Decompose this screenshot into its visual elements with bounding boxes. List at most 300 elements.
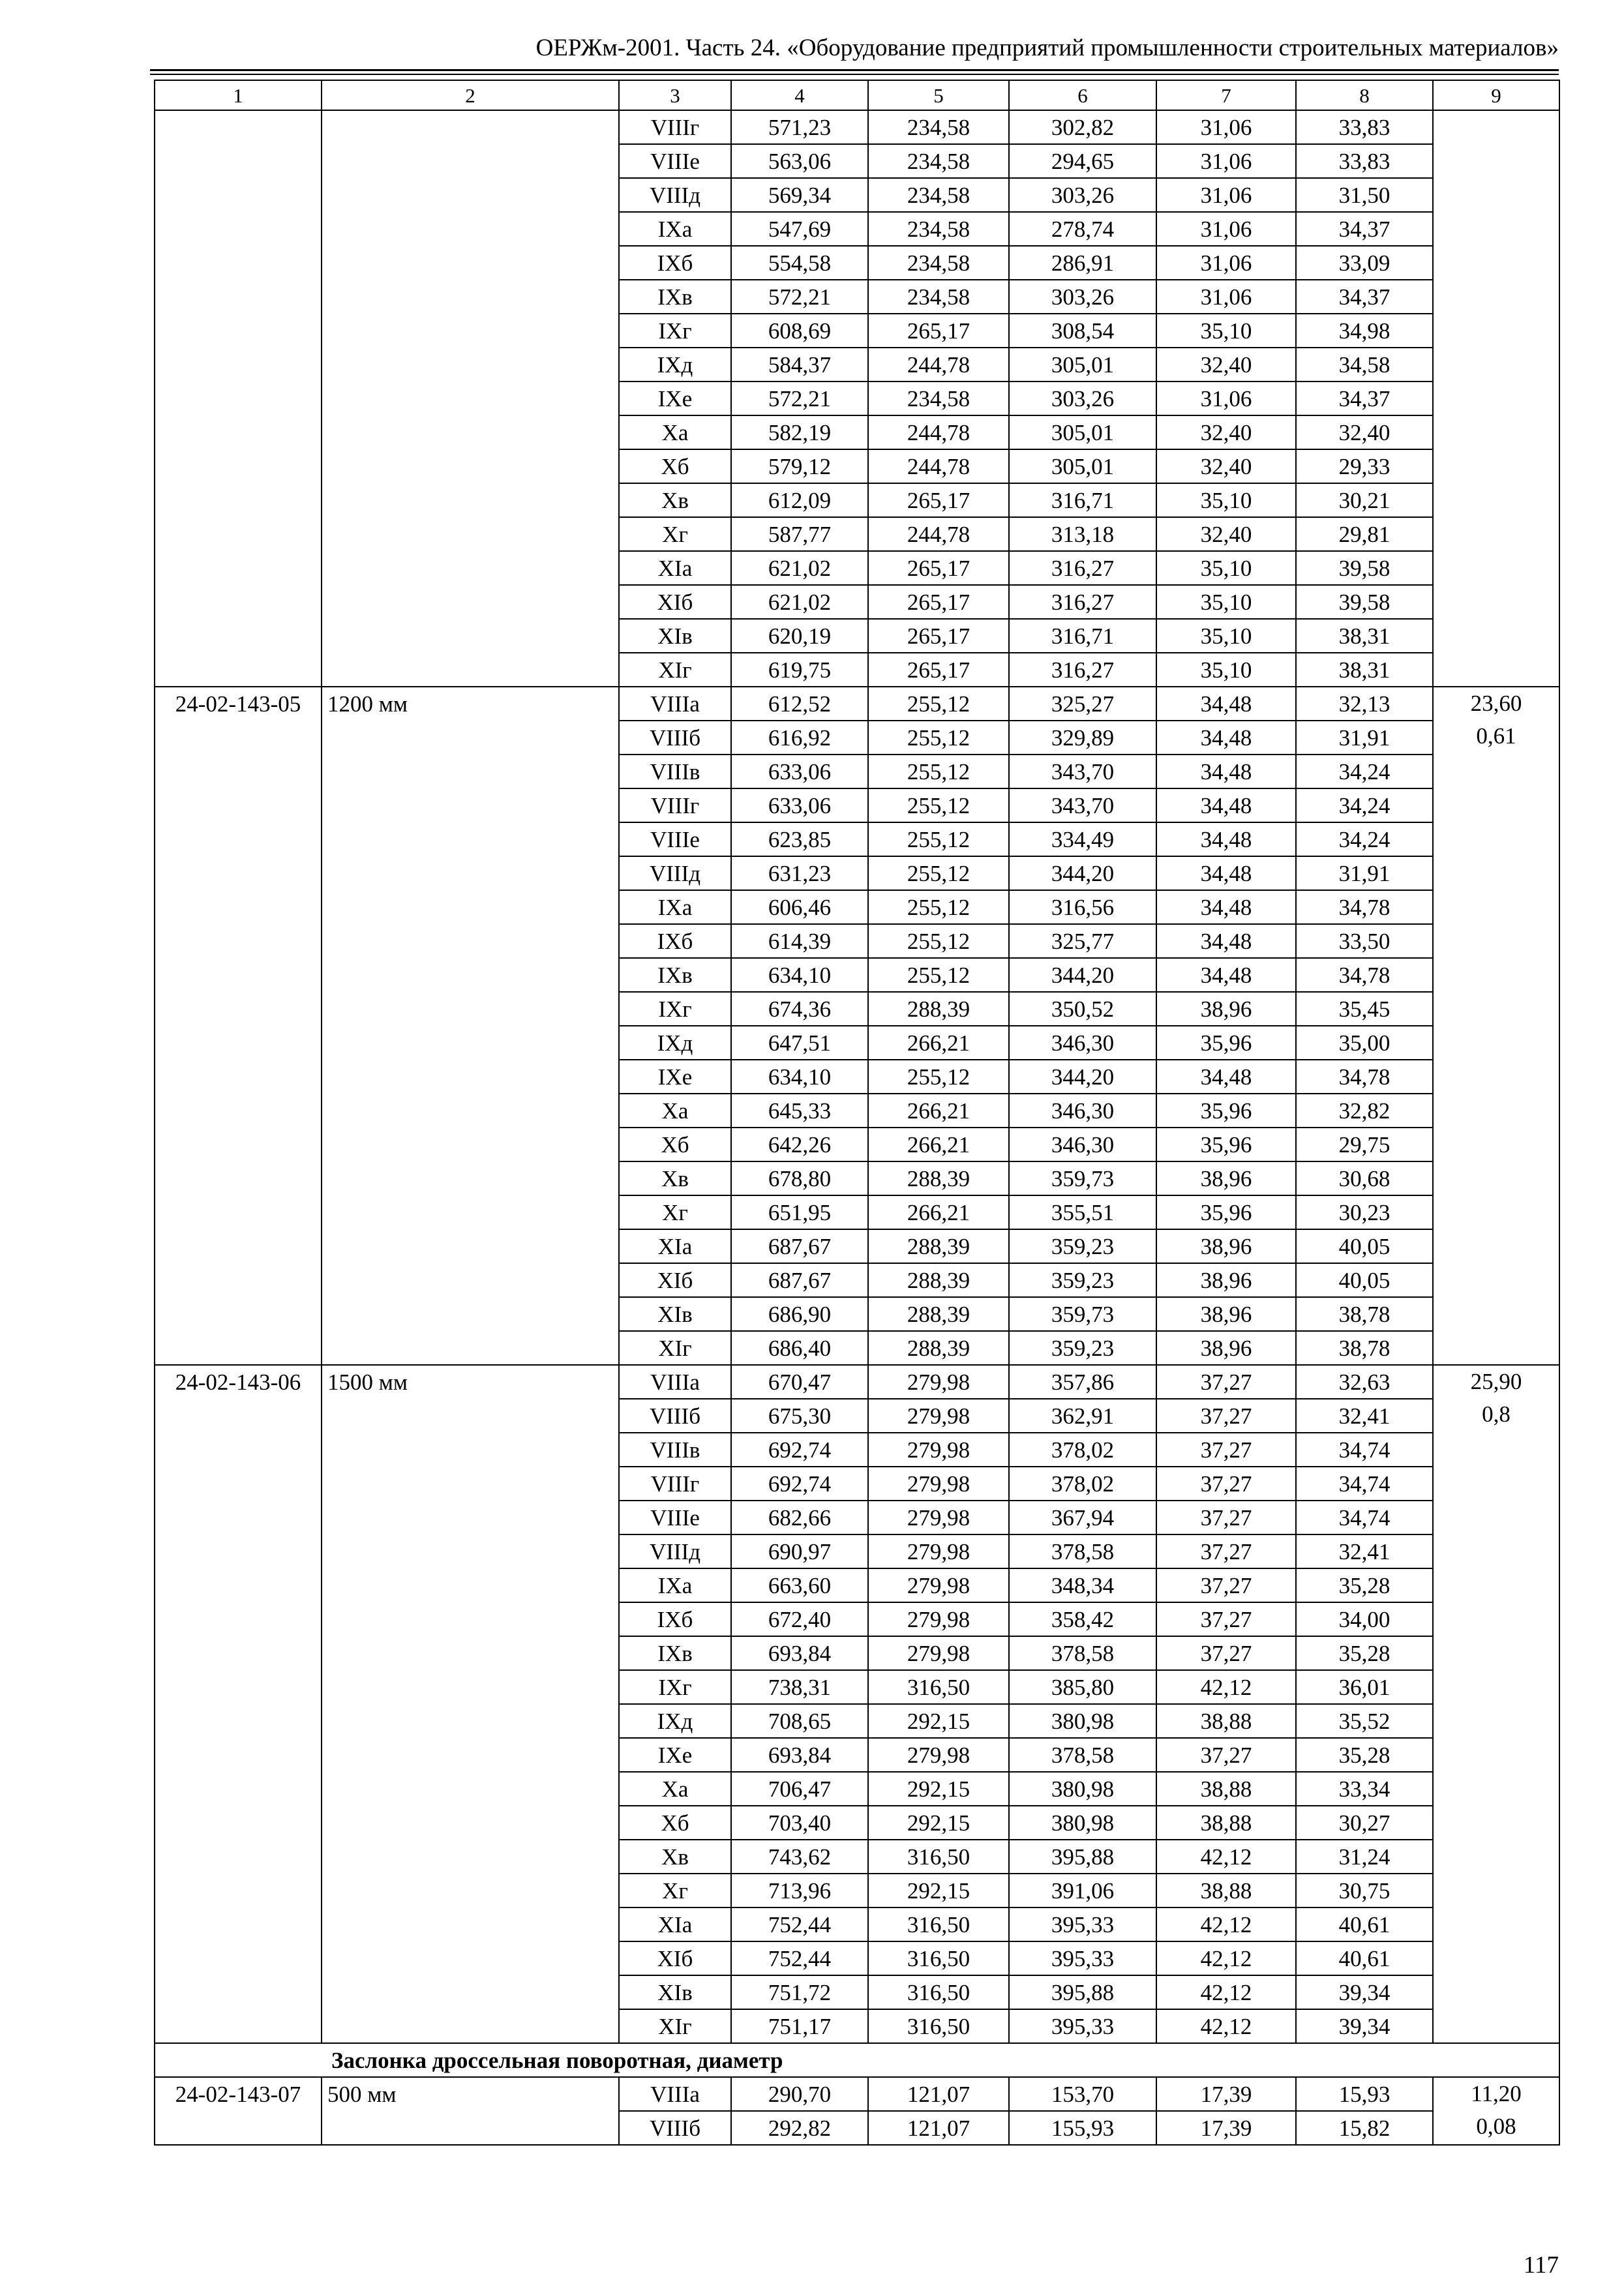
total-cost-cell: 674,36 [731, 992, 868, 1026]
operator-labor-value: 0,8 [1482, 1401, 1511, 1427]
column-number: 3 [619, 80, 731, 110]
labor-cost-cell: 234,58 [868, 212, 1009, 246]
operator-wage-cell: 38,88 [1156, 1704, 1296, 1738]
operator-wage-cell: 42,12 [1156, 1840, 1296, 1874]
labor-cost-cell: 265,17 [868, 653, 1009, 687]
operator-wage-cell: 37,27 [1156, 1433, 1296, 1467]
machine-cost-cell: 316,71 [1009, 619, 1156, 653]
operator-labor-value: 0,61 [1476, 723, 1516, 749]
rate-code-cell [155, 110, 322, 687]
operator-wage-cell: 34,48 [1156, 1060, 1296, 1094]
materials-cost-cell: 29,75 [1296, 1128, 1433, 1161]
operator-wage-cell: 35,96 [1156, 1195, 1296, 1229]
labor-cost-cell: 316,50 [868, 1840, 1009, 1874]
operator-wage-cell: 34,48 [1156, 822, 1296, 856]
labor-cost-cell: 316,50 [868, 1908, 1009, 1941]
zone-cell: Xв [619, 1161, 731, 1195]
machine-cost-cell: 303,26 [1009, 382, 1156, 415]
total-cost-cell: 292,82 [731, 2111, 868, 2145]
materials-cost-cell: 32,41 [1296, 1399, 1433, 1433]
materials-cost-cell: 39,58 [1296, 551, 1433, 585]
machine-cost-cell: 359,23 [1009, 1331, 1156, 1365]
machine-cost-cell: 359,23 [1009, 1229, 1156, 1263]
zone-cell: XIб [619, 1941, 731, 1975]
machine-cost-cell: 344,20 [1009, 1060, 1156, 1094]
labor-cost-cell: 255,12 [868, 788, 1009, 822]
column-number: 5 [868, 80, 1009, 110]
zone-cell: XIб [619, 585, 731, 619]
materials-cost-cell: 33,34 [1296, 1772, 1433, 1806]
operator-wage-cell: 35,10 [1156, 483, 1296, 517]
materials-cost-cell: 35,28 [1296, 1636, 1433, 1670]
labor-cost-cell: 266,21 [868, 1026, 1009, 1060]
machine-cost-cell: 359,73 [1009, 1297, 1156, 1331]
zone-cell: Xа [619, 1094, 731, 1128]
materials-cost-cell: 39,34 [1296, 2009, 1433, 2043]
operator-wage-cell: 35,10 [1156, 314, 1296, 348]
operator-wage-cell: 38,96 [1156, 992, 1296, 1026]
machine-cost-cell: 325,27 [1009, 687, 1156, 721]
header-rule-thick [150, 69, 1559, 71]
labor-hours-cell [1433, 1365, 1559, 2043]
labor-cost-cell: 279,98 [868, 1399, 1009, 1433]
materials-cost-cell: 30,68 [1296, 1161, 1433, 1195]
labor-cost-cell: 288,39 [868, 1297, 1009, 1331]
column-number: 9 [1433, 80, 1559, 110]
materials-cost-cell: 34,98 [1296, 314, 1433, 348]
machine-cost-cell: 305,01 [1009, 348, 1156, 382]
zone-cell: Xг [619, 517, 731, 551]
machine-cost-cell: 380,98 [1009, 1806, 1156, 1840]
operator-wage-cell: 42,12 [1156, 1975, 1296, 2009]
labor-cost-cell: 255,12 [868, 890, 1009, 924]
zone-cell: VIIIв [619, 1433, 731, 1467]
materials-cost-cell: 32,41 [1296, 1534, 1433, 1568]
total-cost-cell: 675,30 [731, 1399, 868, 1433]
total-cost-cell: 631,23 [731, 856, 868, 890]
operator-wage-cell: 32,40 [1156, 415, 1296, 449]
total-cost-cell: 692,74 [731, 1433, 868, 1467]
operator-wage-cell: 31,06 [1156, 178, 1296, 212]
materials-cost-cell: 34,00 [1296, 1602, 1433, 1636]
operator-wage-cell: 35,10 [1156, 653, 1296, 687]
zone-cell: VIIIб [619, 721, 731, 755]
operator-wage-cell: 37,27 [1156, 1467, 1296, 1501]
rate-code-cell: 24-02-143-07 [155, 2077, 322, 2145]
machine-cost-cell: 380,98 [1009, 1704, 1156, 1738]
total-cost-cell: 612,09 [731, 483, 868, 517]
labor-cost-cell: 292,15 [868, 1806, 1009, 1840]
labor-cost-cell: 255,12 [868, 721, 1009, 755]
materials-cost-cell: 32,13 [1296, 687, 1433, 721]
machine-cost-cell: 367,94 [1009, 1501, 1156, 1534]
total-cost-cell: 672,40 [731, 1602, 868, 1636]
materials-cost-cell: 31,24 [1296, 1840, 1433, 1874]
zone-cell: Xб [619, 1806, 731, 1840]
labor-cost-cell: 266,21 [868, 1128, 1009, 1161]
zone-cell: XIв [619, 619, 731, 653]
operator-wage-cell: 42,12 [1156, 1941, 1296, 1975]
labor-cost-cell: 255,12 [868, 856, 1009, 890]
total-cost-cell: 608,69 [731, 314, 868, 348]
table-row [155, 110, 1559, 144]
rate-code-cell: 24-02-143-05 [155, 687, 322, 1365]
machine-cost-cell: 303,26 [1009, 178, 1156, 212]
materials-cost-cell: 15,93 [1296, 2077, 1433, 2111]
worker-labor-value: 25,90 [1470, 1369, 1522, 1394]
operator-wage-cell: 35,96 [1156, 1128, 1296, 1161]
zone-cell: IXб [619, 924, 731, 958]
labor-cost-cell: 234,58 [868, 382, 1009, 415]
operator-wage-cell: 17,39 [1156, 2111, 1296, 2145]
labor-cost-cell: 255,12 [868, 687, 1009, 721]
running-header: ОЕРЖм-2001. Часть 24. «Оборудование предприятий промышленности строительных материалов» [535, 35, 1559, 61]
machine-cost-cell: 346,30 [1009, 1094, 1156, 1128]
labor-cost-cell: 316,50 [868, 2009, 1009, 2043]
header-rule-thin [150, 74, 1559, 75]
zone-cell: VIIIг [619, 788, 731, 822]
machine-cost-cell: 305,01 [1009, 415, 1156, 449]
zone-cell: VIIIа [619, 2077, 731, 2111]
machine-cost-cell: 303,26 [1009, 280, 1156, 314]
total-cost-cell: 693,84 [731, 1636, 868, 1670]
operator-wage-cell: 37,27 [1156, 1399, 1296, 1433]
operator-wage-cell: 32,40 [1156, 449, 1296, 483]
operator-wage-cell: 38,96 [1156, 1229, 1296, 1263]
operator-wage-cell: 31,06 [1156, 246, 1296, 280]
materials-cost-cell: 40,61 [1296, 1941, 1433, 1975]
labor-cost-cell: 234,58 [868, 144, 1009, 178]
machine-cost-cell: 357,86 [1009, 1365, 1156, 1399]
total-cost-cell: 752,44 [731, 1941, 868, 1975]
materials-cost-cell: 40,05 [1296, 1229, 1433, 1263]
column-number: 1 [155, 80, 322, 110]
machine-cost-cell: 316,27 [1009, 551, 1156, 585]
zone-cell: IXе [619, 1738, 731, 1772]
labor-cost-cell: 292,15 [868, 1704, 1009, 1738]
labor-cost-cell: 234,58 [868, 178, 1009, 212]
operator-wage-cell: 37,27 [1156, 1365, 1296, 1399]
zone-cell: IXг [619, 992, 731, 1026]
operator-wage-cell: 42,12 [1156, 1670, 1296, 1704]
zone-cell: IXе [619, 382, 731, 415]
total-cost-cell: 647,51 [731, 1026, 868, 1060]
labor-cost-cell: 279,98 [868, 1602, 1009, 1636]
materials-cost-cell: 30,75 [1296, 1874, 1433, 1908]
materials-cost-cell: 38,31 [1296, 653, 1433, 687]
total-cost-cell: 708,65 [731, 1704, 868, 1738]
materials-cost-cell: 33,83 [1296, 144, 1433, 178]
zone-cell: XIа [619, 1229, 731, 1263]
materials-cost-cell: 32,63 [1296, 1365, 1433, 1399]
operator-wage-cell: 31,06 [1156, 144, 1296, 178]
materials-cost-cell: 34,78 [1296, 1060, 1433, 1094]
machine-cost-cell: 355,51 [1009, 1195, 1156, 1229]
labor-cost-cell: 279,98 [868, 1568, 1009, 1602]
machine-cost-cell: 286,91 [1009, 246, 1156, 280]
operator-wage-cell: 38,88 [1156, 1874, 1296, 1908]
machine-cost-cell: 346,30 [1009, 1026, 1156, 1060]
total-cost-cell: 290,70 [731, 2077, 868, 2111]
materials-cost-cell: 40,05 [1296, 1263, 1433, 1297]
operator-wage-cell: 42,12 [1156, 1908, 1296, 1941]
zone-cell: IXд [619, 1026, 731, 1060]
zone-cell: IXа [619, 890, 731, 924]
materials-cost-cell: 34,24 [1296, 822, 1433, 856]
zone-cell: XIа [619, 551, 731, 585]
zone-cell: Xб [619, 1128, 731, 1161]
zone-cell: VIIIд [619, 1534, 731, 1568]
operator-wage-cell: 37,27 [1156, 1501, 1296, 1534]
zone-cell: VIIIа [619, 1365, 731, 1399]
materials-cost-cell: 30,27 [1296, 1806, 1433, 1840]
zone-cell: VIIIд [619, 856, 731, 890]
labor-cost-cell: 121,07 [868, 2077, 1009, 2111]
zone-cell: VIIIе [619, 822, 731, 856]
machine-cost-cell: 334,49 [1009, 822, 1156, 856]
labor-cost-cell: 279,98 [868, 1365, 1009, 1399]
labor-cost-cell: 279,98 [868, 1467, 1009, 1501]
operator-wage-cell: 35,10 [1156, 551, 1296, 585]
operator-wage-cell: 35,10 [1156, 585, 1296, 619]
operator-wage-cell: 34,48 [1156, 687, 1296, 721]
zone-cell: Xг [619, 1195, 731, 1229]
operator-wage-cell: 38,96 [1156, 1161, 1296, 1195]
labor-cost-cell: 244,78 [868, 415, 1009, 449]
total-cost-cell: 582,19 [731, 415, 868, 449]
total-cost-cell: 693,84 [731, 1738, 868, 1772]
operator-wage-cell: 35,96 [1156, 1094, 1296, 1128]
operator-wage-cell: 35,96 [1156, 1026, 1296, 1060]
rate-name-cell [322, 110, 619, 687]
machine-cost-cell: 395,33 [1009, 1908, 1156, 1941]
materials-cost-cell: 38,78 [1296, 1297, 1433, 1331]
materials-cost-cell: 32,40 [1296, 415, 1433, 449]
machine-cost-cell: 359,23 [1009, 1263, 1156, 1297]
labor-cost-cell: 266,21 [868, 1094, 1009, 1128]
rate-name-cell: 500 мм [322, 2077, 619, 2145]
machine-cost-cell: 358,42 [1009, 1602, 1156, 1636]
total-cost-cell: 682,66 [731, 1501, 868, 1534]
labor-cost-cell: 265,17 [868, 585, 1009, 619]
zone-cell: VIIIг [619, 110, 731, 144]
rate-code-cell: 24-02-143-06 [155, 1365, 322, 2043]
labor-cost-cell: 288,39 [868, 992, 1009, 1026]
column-number: 2 [322, 80, 619, 110]
zone-cell: XIг [619, 2009, 731, 2043]
total-cost-cell: 713,96 [731, 1874, 868, 1908]
zone-cell: IXа [619, 212, 731, 246]
operator-wage-cell: 37,27 [1156, 1738, 1296, 1772]
machine-cost-cell: 378,02 [1009, 1467, 1156, 1501]
materials-cost-cell: 29,81 [1296, 517, 1433, 551]
labor-cost-cell: 244,78 [868, 449, 1009, 483]
machine-cost-cell: 278,74 [1009, 212, 1156, 246]
machine-cost-cell: 329,89 [1009, 721, 1156, 755]
worker-labor-value: 23,60 [1470, 691, 1522, 716]
operator-wage-cell: 34,48 [1156, 788, 1296, 822]
total-cost-cell: 633,06 [731, 788, 868, 822]
total-cost-cell: 670,47 [731, 1365, 868, 1399]
machine-cost-cell: 316,27 [1009, 653, 1156, 687]
zone-cell: XIа [619, 1908, 731, 1941]
machine-cost-cell: 316,56 [1009, 890, 1156, 924]
materials-cost-cell: 35,45 [1296, 992, 1433, 1026]
labor-cost-cell: 279,98 [868, 1501, 1009, 1534]
worker-labor-value [1439, 116, 1554, 149]
total-cost-cell: 743,62 [731, 1840, 868, 1874]
labor-cost-cell: 266,21 [868, 1195, 1009, 1229]
zone-cell: Xг [619, 1874, 731, 1908]
zone-cell: VIIIе [619, 144, 731, 178]
worker-labor-value: 11,20 [1471, 2081, 1522, 2106]
machine-cost-cell: 308,54 [1009, 314, 1156, 348]
materials-cost-cell: 35,52 [1296, 1704, 1433, 1738]
zone-cell: IXе [619, 1060, 731, 1094]
zone-cell: IXг [619, 314, 731, 348]
table-body [155, 80, 1559, 2145]
materials-cost-cell: 34,78 [1296, 958, 1433, 992]
materials-cost-cell: 33,83 [1296, 110, 1433, 144]
operator-wage-cell: 31,06 [1156, 280, 1296, 314]
materials-cost-cell: 31,91 [1296, 856, 1433, 890]
labor-cost-cell: 288,39 [868, 1229, 1009, 1263]
zone-cell: Xб [619, 449, 731, 483]
total-cost-cell: 606,46 [731, 890, 868, 924]
machine-cost-cell: 350,52 [1009, 992, 1156, 1026]
column-number: 4 [731, 80, 868, 110]
operator-wage-cell: 17,39 [1156, 2077, 1296, 2111]
zone-cell: IXг [619, 1670, 731, 1704]
materials-cost-cell: 34,24 [1296, 755, 1433, 788]
materials-cost-cell: 31,91 [1296, 721, 1433, 755]
total-cost-cell: 620,19 [731, 619, 868, 653]
labor-cost-cell: 288,39 [868, 1263, 1009, 1297]
total-cost-cell: 686,90 [731, 1297, 868, 1331]
section-row [155, 2043, 1559, 2077]
materials-cost-cell: 34,37 [1296, 382, 1433, 415]
operator-wage-cell: 32,40 [1156, 348, 1296, 382]
labor-cost-cell: 292,15 [868, 1874, 1009, 1908]
total-cost-cell: 686,40 [731, 1331, 868, 1365]
operator-wage-cell: 37,27 [1156, 1602, 1296, 1636]
machine-cost-cell: 316,71 [1009, 483, 1156, 517]
machine-cost-cell: 378,58 [1009, 1636, 1156, 1670]
labor-cost-cell: 288,39 [868, 1331, 1009, 1365]
zone-cell: IXв [619, 1636, 731, 1670]
labor-cost-cell: 316,50 [868, 1941, 1009, 1975]
machine-cost-cell: 155,93 [1009, 2111, 1156, 2145]
zone-cell: IXд [619, 1704, 731, 1738]
machine-cost-cell: 391,06 [1009, 1874, 1156, 1908]
zone-cell: XIг [619, 653, 731, 687]
column-number: 8 [1296, 80, 1433, 110]
materials-cost-cell: 40,61 [1296, 1908, 1433, 1941]
machine-cost-cell: 378,58 [1009, 1534, 1156, 1568]
operator-wage-cell: 38,88 [1156, 1772, 1296, 1806]
total-cost-cell: 579,12 [731, 449, 868, 483]
table-row [155, 687, 1559, 721]
zone-cell: XIб [619, 1263, 731, 1297]
materials-cost-cell: 34,24 [1296, 788, 1433, 822]
machine-cost-cell: 344,20 [1009, 856, 1156, 890]
operator-wage-cell: 38,96 [1156, 1297, 1296, 1331]
materials-cost-cell: 29,33 [1296, 449, 1433, 483]
machine-cost-cell: 344,20 [1009, 958, 1156, 992]
labor-cost-cell: 121,07 [868, 2111, 1009, 2145]
machine-cost-cell: 395,33 [1009, 2009, 1156, 2043]
zone-cell: IXб [619, 1602, 731, 1636]
total-cost-cell: 752,44 [731, 1908, 868, 1941]
total-cost-cell: 554,58 [731, 246, 868, 280]
machine-cost-cell: 395,88 [1009, 1975, 1156, 2009]
machine-cost-cell: 385,80 [1009, 1670, 1156, 1704]
labor-cost-cell: 288,39 [868, 1161, 1009, 1195]
total-cost-cell: 569,34 [731, 178, 868, 212]
materials-cost-cell: 34,74 [1296, 1433, 1433, 1467]
total-cost-cell: 547,69 [731, 212, 868, 246]
zone-cell: Xв [619, 483, 731, 517]
operator-wage-cell: 34,48 [1156, 924, 1296, 958]
column-number-row [155, 80, 1559, 110]
total-cost-cell: 612,52 [731, 687, 868, 721]
zone-cell: Xа [619, 1772, 731, 1806]
total-cost-cell: 706,47 [731, 1772, 868, 1806]
materials-cost-cell: 35,28 [1296, 1568, 1433, 1602]
zone-cell: Xа [619, 415, 731, 449]
materials-cost-cell: 34,78 [1296, 890, 1433, 924]
operator-wage-cell: 31,06 [1156, 110, 1296, 144]
labor-cost-cell: 265,17 [868, 619, 1009, 653]
zone-cell: VIIIа [619, 687, 731, 721]
total-cost-cell: 572,21 [731, 280, 868, 314]
zone-cell: VIIIб [619, 2111, 731, 2145]
machine-cost-cell: 395,33 [1009, 1941, 1156, 1975]
zone-cell: IXа [619, 1568, 731, 1602]
operator-wage-cell: 31,06 [1156, 382, 1296, 415]
labor-cost-cell: 279,98 [868, 1738, 1009, 1772]
materials-cost-cell: 33,09 [1296, 246, 1433, 280]
operator-wage-cell: 37,27 [1156, 1568, 1296, 1602]
total-cost-cell: 572,21 [731, 382, 868, 415]
machine-cost-cell: 316,27 [1009, 585, 1156, 619]
labor-hours-cell [1433, 2077, 1559, 2145]
machine-cost-cell: 325,77 [1009, 924, 1156, 958]
total-cost-cell: 614,39 [731, 924, 868, 958]
operator-wage-cell: 37,27 [1156, 1636, 1296, 1670]
machine-cost-cell: 395,88 [1009, 1840, 1156, 1874]
rate-name-cell: 1200 мм [322, 687, 619, 1365]
materials-cost-cell: 39,58 [1296, 585, 1433, 619]
total-cost-cell: 584,37 [731, 348, 868, 382]
materials-cost-cell: 31,50 [1296, 178, 1433, 212]
labor-cost-cell: 292,15 [868, 1772, 1009, 1806]
machine-cost-cell: 378,58 [1009, 1738, 1156, 1772]
machine-cost-cell: 380,98 [1009, 1772, 1156, 1806]
table-row [155, 2077, 1559, 2111]
section-title: Заслонка дроссельная поворотная, диаметр [155, 2043, 1559, 2077]
zone-cell: VIIIв [619, 755, 731, 788]
machine-cost-cell: 343,70 [1009, 755, 1156, 788]
total-cost-cell: 587,77 [731, 517, 868, 551]
labor-cost-cell: 255,12 [868, 822, 1009, 856]
materials-cost-cell: 30,23 [1296, 1195, 1433, 1229]
operator-wage-cell: 34,48 [1156, 958, 1296, 992]
total-cost-cell: 663,60 [731, 1568, 868, 1602]
total-cost-cell: 645,33 [731, 1094, 868, 1128]
machine-cost-cell: 294,65 [1009, 144, 1156, 178]
machine-cost-cell: 305,01 [1009, 449, 1156, 483]
